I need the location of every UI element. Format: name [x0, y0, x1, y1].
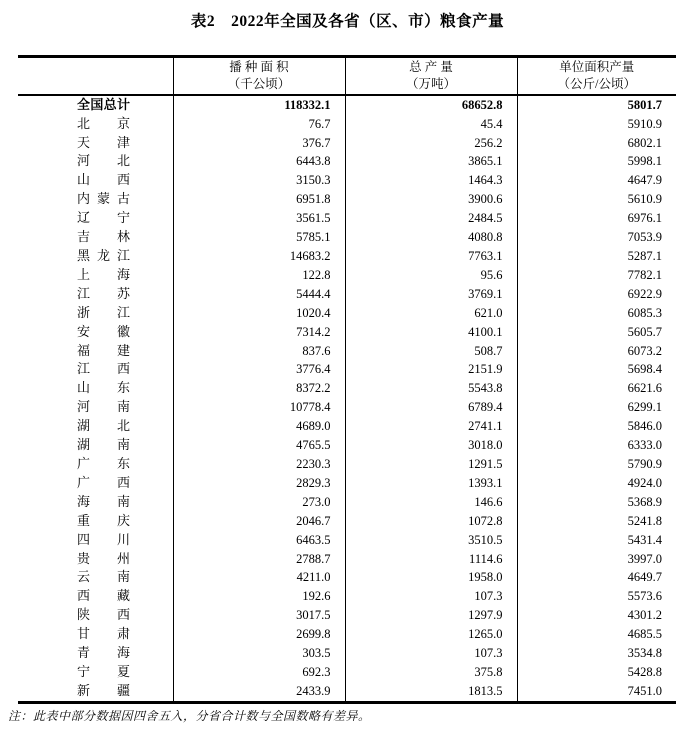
- yield-value: 4647.9: [517, 171, 676, 190]
- province-name-cell: [18, 493, 173, 512]
- province-name-cell: [18, 606, 173, 625]
- total-output-value: 1072.8: [345, 512, 517, 531]
- province-name: 上 海: [77, 266, 130, 282]
- corner-cell: [18, 57, 173, 95]
- total-output-value: 375.8: [345, 663, 517, 682]
- col-header-sown-area: [173, 57, 345, 95]
- yield-value: 5573.6: [517, 587, 676, 606]
- province-name: 湖 南: [77, 437, 130, 453]
- yield-value: 5790.9: [517, 455, 676, 474]
- yield-value: 4685.5: [517, 625, 676, 644]
- table-row: [18, 304, 676, 323]
- province-name-cell: [18, 228, 173, 247]
- province-name-cell: [18, 209, 173, 228]
- province-name-cell: [18, 663, 173, 682]
- yield-value: 5368.9: [517, 493, 676, 512]
- table-row: [18, 285, 676, 304]
- total-output-value: 1114.6: [345, 550, 517, 569]
- header-row: [18, 57, 676, 95]
- province-name: 吉 林: [77, 229, 130, 245]
- sown-area-value: 6443.8: [173, 152, 345, 171]
- total-output-value: 95.6: [345, 266, 517, 285]
- yield-value: 6802.1: [517, 134, 676, 153]
- sown-area-value: 3561.5: [173, 209, 345, 228]
- sown-area-value: 3150.3: [173, 171, 345, 190]
- sown-area-value: 6951.8: [173, 190, 345, 209]
- table-row: [18, 266, 676, 285]
- sown-area-value: 2433.9: [173, 682, 345, 702]
- total-output-value: 1265.0: [345, 625, 517, 644]
- table-row: [18, 379, 676, 398]
- province-name: 四 川: [77, 531, 130, 547]
- yield-value: 3534.8: [517, 644, 676, 663]
- province-name: 山 东: [77, 380, 130, 396]
- total-output-value: 1464.3: [345, 171, 517, 190]
- table-row: [18, 115, 676, 134]
- yield-value: 6621.6: [517, 379, 676, 398]
- sown-area-value: 122.8: [173, 266, 345, 285]
- table-row: [18, 474, 676, 493]
- province-name-cell: [18, 531, 173, 550]
- sown-area-value: 2230.3: [173, 455, 345, 474]
- table-row: [18, 436, 676, 455]
- sown-area-value: 2046.7: [173, 512, 345, 531]
- table-row: [18, 228, 676, 247]
- table-row: [18, 209, 676, 228]
- province-name-cell: [18, 417, 173, 436]
- table-row: [18, 342, 676, 361]
- province-name-cell: [18, 304, 173, 323]
- yield-value: 7053.9: [517, 228, 676, 247]
- sown-area-value: 4689.0: [173, 417, 345, 436]
- province-name: 陕 西: [77, 607, 130, 623]
- col-header-total-output: [345, 57, 517, 95]
- table-row: [18, 682, 676, 702]
- province-name: 河 南: [77, 399, 130, 415]
- yield-value: 6085.3: [517, 304, 676, 323]
- province-name: 河 北: [77, 153, 130, 169]
- total-output-value: 256.2: [345, 134, 517, 153]
- province-name: 海 南: [77, 493, 130, 509]
- sown-area-value: 692.3: [173, 663, 345, 682]
- sown-area-value: 76.7: [173, 115, 345, 134]
- yield-value: 6333.0: [517, 436, 676, 455]
- total-output-value: 2484.5: [345, 209, 517, 228]
- total-output-value: 5543.8: [345, 379, 517, 398]
- province-name-cell: [18, 323, 173, 342]
- table-row: [18, 663, 676, 682]
- table-row: [18, 171, 676, 190]
- sown-area-value: 10778.4: [173, 398, 345, 417]
- province-name: 福 建: [77, 342, 130, 358]
- total-output-value: 45.4: [345, 115, 517, 134]
- province-name-cell: [18, 587, 173, 606]
- yield-value: 5846.0: [517, 417, 676, 436]
- total-output-value: 621.0: [345, 304, 517, 323]
- footnote: 注：此表中部分数据因四舍五入，分省合计数与全国数略有差异。: [8, 709, 371, 723]
- col-header-sown-area-unit: （千公顷）: [227, 76, 291, 91]
- table-row: [18, 152, 676, 171]
- province-name: 广 西: [77, 474, 130, 490]
- table-row: [18, 587, 676, 606]
- yield-value: 5241.8: [517, 512, 676, 531]
- sown-area-value: 5444.4: [173, 285, 345, 304]
- sown-area-value: 303.5: [173, 644, 345, 663]
- province-name: 江 西: [77, 361, 130, 377]
- province-name-cell: [18, 342, 173, 361]
- province-name: 新 疆: [77, 682, 130, 698]
- province-name-cell: [18, 568, 173, 587]
- total-output-value: 3018.0: [345, 436, 517, 455]
- table-row: [18, 531, 676, 550]
- province-name-cell: [18, 134, 173, 153]
- yield-value: 7451.0: [517, 682, 676, 702]
- sown-area-value: 6463.5: [173, 531, 345, 550]
- table-row: [18, 360, 676, 379]
- sown-area-value: 4211.0: [173, 568, 345, 587]
- table-row: [18, 606, 676, 625]
- sown-area-value: 2699.8: [173, 625, 345, 644]
- province-name-cell: [18, 171, 173, 190]
- sown-area-value: 8372.2: [173, 379, 345, 398]
- total-output-value: 146.6: [345, 493, 517, 512]
- yield-value: 4924.0: [517, 474, 676, 493]
- total-output-value: 1813.5: [345, 682, 517, 702]
- total-output-value: 1958.0: [345, 568, 517, 587]
- sown-area-value: 837.6: [173, 342, 345, 361]
- yield-value: 5910.9: [517, 115, 676, 134]
- table-row: [18, 134, 676, 153]
- table-row: [18, 190, 676, 209]
- table-row: [18, 512, 676, 531]
- table-row: [18, 323, 676, 342]
- yield-value: 6922.9: [517, 285, 676, 304]
- grain-production-table: [18, 55, 676, 704]
- total-output-value: 2151.9: [345, 360, 517, 379]
- table-row: [18, 550, 676, 569]
- yield-value: 4649.7: [517, 568, 676, 587]
- province-name-cell: [18, 474, 173, 493]
- province-name: 黑 龙 江: [77, 248, 130, 263]
- total-output-value: 7763.1: [345, 247, 517, 266]
- sown-area-value: 273.0: [173, 493, 345, 512]
- province-name-cell: [18, 247, 173, 266]
- province-name: 青 海: [77, 645, 130, 661]
- province-name: 辽 宁: [77, 210, 130, 226]
- province-name-cell: [18, 644, 173, 663]
- province-name-cell: [18, 285, 173, 304]
- sown-area-value: 3017.5: [173, 606, 345, 625]
- col-header-yield-label: 单位面积产量: [559, 60, 635, 74]
- yield-value: 5287.1: [517, 247, 676, 266]
- province-name-cell: [18, 682, 173, 702]
- col-header-yield-unit: （公斤/公顷）: [557, 76, 636, 91]
- province-name: 重 庆: [77, 512, 130, 528]
- yield-value: 5428.8: [517, 663, 676, 682]
- table-row: [18, 625, 676, 644]
- yield-value: 4301.2: [517, 606, 676, 625]
- col-header-yield: [517, 57, 676, 95]
- total-output-value: 3865.1: [345, 152, 517, 171]
- province-name-cell: [18, 95, 173, 115]
- province-name: 湖 北: [77, 418, 130, 434]
- province-name: 宁 夏: [77, 663, 130, 679]
- province-name: 内 蒙 古: [77, 191, 130, 207]
- col-header-total-output-unit: （万吨）: [405, 76, 456, 91]
- table-row: [18, 95, 676, 115]
- sown-area-value: 192.6: [173, 587, 345, 606]
- province-name-cell: [18, 115, 173, 134]
- yield-value: 6299.1: [517, 398, 676, 417]
- total-output-value: 4080.8: [345, 228, 517, 247]
- province-name: 浙 江: [77, 304, 130, 320]
- yield-value: 6073.2: [517, 342, 676, 361]
- total-output-value: 1393.1: [345, 474, 517, 493]
- province-name: 甘 肃: [77, 626, 130, 642]
- province-name-cell: [18, 360, 173, 379]
- sown-area-value: 1020.4: [173, 304, 345, 323]
- sown-area-value: 118332.1: [173, 95, 345, 115]
- total-output-value: 107.3: [345, 644, 517, 663]
- total-output-value: 4100.1: [345, 323, 517, 342]
- table-row: [18, 417, 676, 436]
- sown-area-value: 7314.2: [173, 323, 345, 342]
- province-name-cell: [18, 152, 173, 171]
- table-row: [18, 568, 676, 587]
- total-output-value: 1291.5: [345, 455, 517, 474]
- total-output-value: 3510.5: [345, 531, 517, 550]
- total-output-value: 107.3: [345, 587, 517, 606]
- table-row: [18, 455, 676, 474]
- province-name: 贵 州: [77, 550, 130, 566]
- sown-area-value: 14683.2: [173, 247, 345, 266]
- yield-value: 5698.4: [517, 360, 676, 379]
- province-name: 全 国 总 计: [77, 96, 130, 112]
- total-output-value: 1297.9: [345, 606, 517, 625]
- province-name: 江 苏: [77, 285, 130, 301]
- table-row: [18, 398, 676, 417]
- province-name-cell: [18, 455, 173, 474]
- province-name: 西 藏: [77, 588, 130, 604]
- yield-value: 5998.1: [517, 152, 676, 171]
- table-row: [18, 247, 676, 266]
- yield-value: 7782.1: [517, 266, 676, 285]
- sown-area-value: 5785.1: [173, 228, 345, 247]
- sown-area-value: 376.7: [173, 134, 345, 153]
- total-output-value: 68652.8: [345, 95, 517, 115]
- province-name-cell: [18, 190, 173, 209]
- yield-value: 5610.9: [517, 190, 676, 209]
- table-row: [18, 493, 676, 512]
- province-name: 广 东: [77, 455, 130, 471]
- province-name-cell: [18, 512, 173, 531]
- total-output-value: 3769.1: [345, 285, 517, 304]
- province-name-cell: [18, 550, 173, 569]
- col-header-sown-area-label: 播 种 面 积: [229, 60, 289, 74]
- yield-value: 5431.4: [517, 531, 676, 550]
- province-name-cell: [18, 436, 173, 455]
- province-name-cell: [18, 625, 173, 644]
- total-output-value: 508.7: [345, 342, 517, 361]
- yield-value: 5605.7: [517, 323, 676, 342]
- yield-value: 3997.0: [517, 550, 676, 569]
- table-title: 表2 2022年全国及各省（区、市）粮食产量: [190, 13, 505, 30]
- province-name-cell: [18, 266, 173, 285]
- sown-area-value: 2788.7: [173, 550, 345, 569]
- province-name-cell: [18, 398, 173, 417]
- table-row: [18, 644, 676, 663]
- sown-area-value: 4765.5: [173, 436, 345, 455]
- sown-area-value: 2829.3: [173, 474, 345, 493]
- province-name: 云 南: [77, 569, 130, 585]
- sown-area-value: 3776.4: [173, 360, 345, 379]
- col-header-total-output-label: 总 产 量: [409, 60, 453, 74]
- yield-value: 6976.1: [517, 209, 676, 228]
- province-name: 天 津: [77, 134, 130, 150]
- total-output-value: 6789.4: [345, 398, 517, 417]
- province-name: 山 西: [77, 172, 130, 188]
- yield-value: 5801.7: [517, 95, 676, 115]
- total-output-value: 3900.6: [345, 190, 517, 209]
- table-header: [18, 57, 676, 95]
- total-output-value: 2741.1: [345, 417, 517, 436]
- table-body: [18, 95, 676, 703]
- province-name-cell: [18, 379, 173, 398]
- province-name: 北 京: [77, 115, 130, 131]
- province-name: 安 徽: [77, 323, 130, 339]
